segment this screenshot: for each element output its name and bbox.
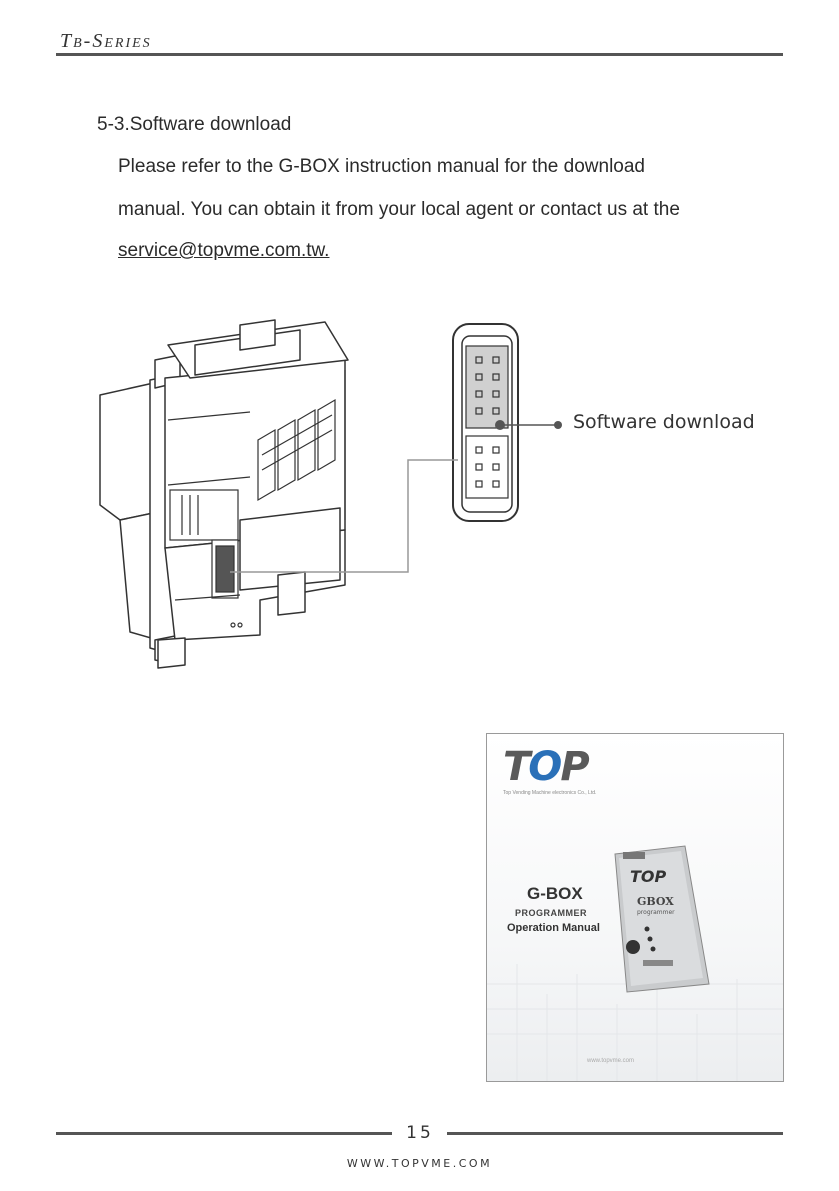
paragraph-line-1: Please refer to the G-BOX instruction manual for the download — [118, 156, 645, 177]
device-name-text: GBOX — [637, 895, 674, 908]
top-logo: TOP — [503, 744, 588, 790]
manual-cover — [486, 733, 784, 1082]
callout-label: Software download — [573, 411, 755, 433]
paragraph-line-2: manual. You can obtain it from your local agent or contact us at the — [118, 199, 680, 220]
email-link[interactable]: service@topvme.com.tw. — [118, 240, 330, 261]
section-heading: 5-3.Software download — [97, 114, 292, 135]
manual-url: www.topvme.com — [587, 1058, 635, 1064]
manual-subtitle: PROGRAMMER — [515, 908, 587, 918]
series-title: Tb-Series — [60, 30, 152, 52]
footer-rule-right — [447, 1132, 783, 1135]
device-sub-text: programmer — [637, 909, 675, 916]
manual-title: G-BOX — [527, 884, 583, 903]
footer-rule-left — [56, 1132, 392, 1135]
device-logo-text: TOP — [630, 867, 667, 886]
gbox-device — [615, 846, 709, 992]
manual-subtitle-2: Operation Manual — [507, 922, 600, 934]
page-number: 15 — [406, 1123, 434, 1143]
manual-company: Top Vending Machine electronics Co., Ltd. — [503, 790, 597, 796]
footer-website: WWW.TOPVME.COM — [346, 1157, 493, 1170]
